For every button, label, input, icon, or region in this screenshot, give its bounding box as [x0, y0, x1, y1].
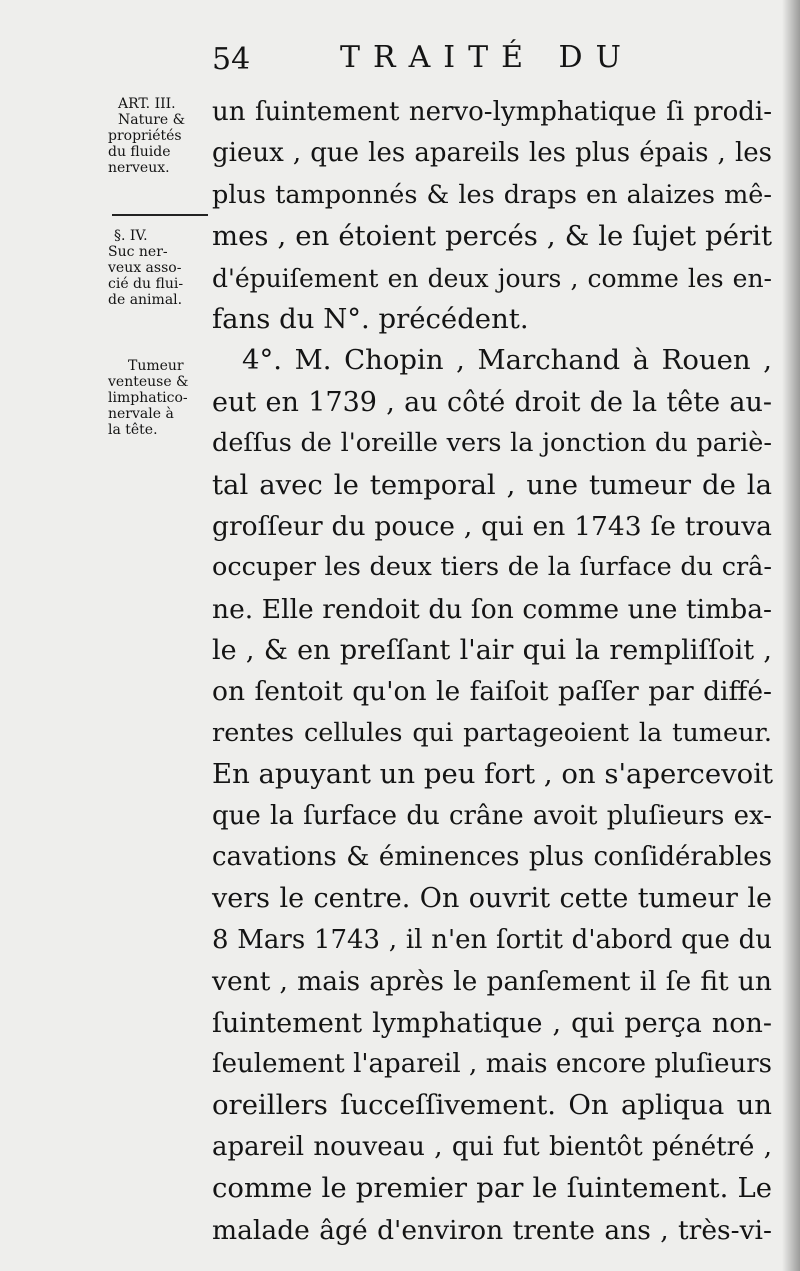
text-line: gieux , que les apareils les plus épais , les — [212, 138, 772, 169]
margin-note-line: de animal. — [108, 292, 183, 308]
margin-note-line: limphatico- — [108, 390, 188, 406]
page-edge-shadow — [782, 0, 800, 1271]
text-line: apareil nouveau , qui fut bientôt pénétré , — [212, 1131, 772, 1162]
page-number: 54 — [212, 42, 251, 77]
text-line: mes , en étoient percés , & le ſujet périt — [212, 220, 772, 253]
text-line: fans du N°. précédent. — [212, 302, 529, 335]
body-text — [212, 92, 772, 1251]
text-line: 8 Mars 1743 , il n'en ſortit d'abord que du — [212, 924, 772, 955]
text-line: groſſeur du pouce , qui en 1743 ſe trouva — [212, 510, 772, 542]
text-line: tal avec le temporal , une tumeur de la — [212, 468, 772, 501]
text-line: ne. Elle rendoit du ſon comme une timba- — [212, 593, 772, 625]
text-line: rentes cellules qui partageoient la tumeur. — [212, 717, 772, 748]
text-line: ſeulement l'apareil , mais encore pluſieurs — [212, 1048, 772, 1079]
margin-note-line: propriétés — [108, 128, 182, 144]
margin-note-line: cié du flui- — [108, 276, 184, 292]
text-line: que la ſurface du crâne avoit pluſieurs ex- — [212, 800, 772, 831]
text-line: vent , mais après le panſement il ſe fit un — [212, 966, 772, 998]
margin-note-line: Suc ner- — [108, 244, 168, 260]
text-line: occuper les deux tiers de la ſurface du crâ- — [212, 552, 772, 583]
margin-note-line: du fluide — [108, 144, 171, 160]
page-header — [0, 36, 800, 86]
text-line: le , & en preſſant l'air qui la rempliſſoit , — [212, 635, 772, 667]
text-line: En apuyant un peu fort , on s'apercevoit — [212, 758, 774, 791]
text-line: malade âgé d'environ trente ans , très-vi- — [212, 1214, 772, 1246]
margin-note-line: ART. III. — [118, 96, 176, 112]
margin-divider — [112, 214, 208, 216]
text-line: vers le centre. On ouvrit cette tumeur le — [212, 883, 772, 915]
margin-note-line: §. IV. — [114, 228, 148, 244]
text-line: comme le premier par le ſuintement. Le — [212, 1172, 772, 1205]
text-line: ſuintement lymphatique , qui perça non- — [212, 1007, 772, 1039]
margin-note-line: la tête. — [108, 422, 158, 438]
running-title: TRAITÉ DU — [340, 40, 634, 75]
margin-note-line: venteuse & — [108, 374, 189, 390]
text-line: un ſuintement nervo-lymphatique ſi prodi- — [212, 97, 772, 127]
text-line: cavations & éminences plus conſidérables — [212, 842, 772, 873]
text-line: d'épuiſement en deux jours , comme les en- — [212, 263, 772, 293]
text-line: on ſentoit qu'on le faiſoit paſſer par diffé- — [212, 676, 772, 708]
margin-note-line: Nature & — [118, 112, 186, 128]
text-line: deſſus de l'oreille vers la jonction du pariè- — [212, 428, 772, 459]
text-line: plus tamponnés & les draps en alaizes mê- — [212, 179, 772, 210]
margin-note-line: veux asso- — [108, 260, 182, 276]
margin-note-article — [108, 96, 210, 176]
text-line: oreillers ſucceſſivement. On apliqua un — [212, 1089, 772, 1122]
margin-note-line: Tumeur — [128, 358, 184, 374]
margin-note-tumeur — [108, 358, 210, 438]
text-line: 4°. M. Chopin , Marchand à Rouen , — [242, 344, 772, 377]
margin-note-line: nervale à — [108, 406, 174, 422]
margin-note-section — [108, 228, 210, 308]
margin-note-line: nerveux. — [108, 160, 170, 176]
text-line: eut en 1739 , au côté droit de la tête au- — [212, 386, 772, 418]
